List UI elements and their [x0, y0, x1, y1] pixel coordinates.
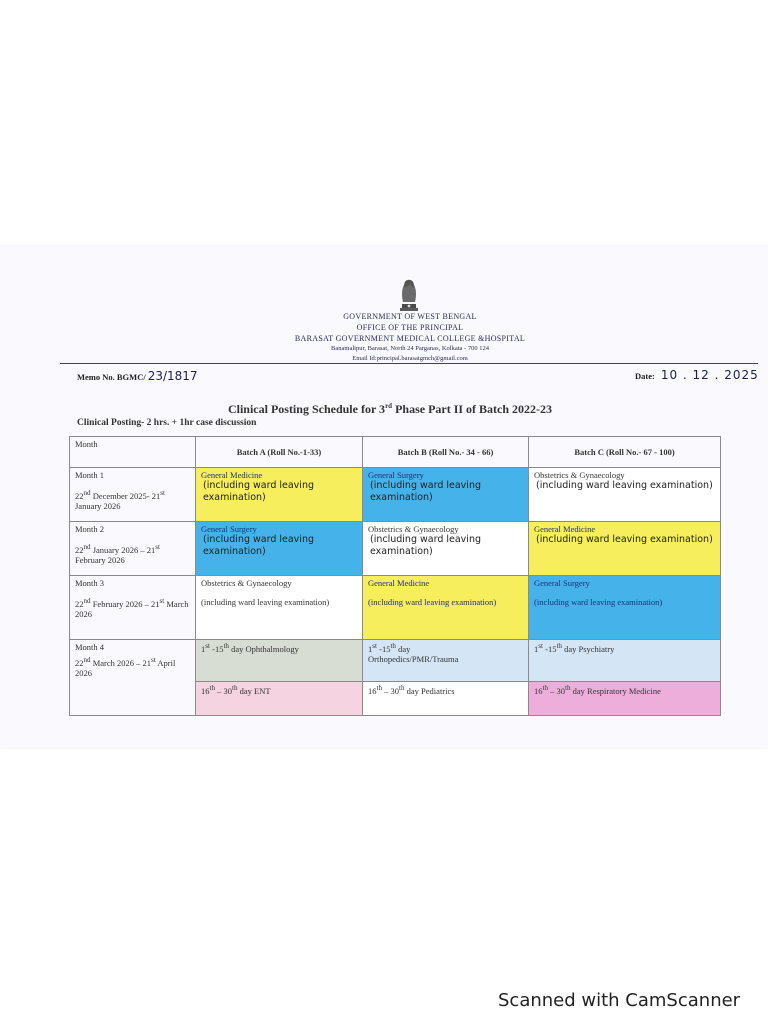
subject-label: 1st -15th day Psychiatry [534, 642, 615, 654]
table-row [70, 468, 721, 522]
note-text: (including ward leaving examination) [534, 597, 663, 607]
memo-label: Memo No. BGMC/ [77, 372, 146, 382]
posting-cell [196, 640, 363, 682]
subject-label: Obstetrics & Gynaecology [201, 578, 292, 588]
header-office: OFFICE OF THE PRINCIPAL [356, 323, 464, 332]
note-text: (including ward leaving examination) [368, 597, 497, 607]
title-text: Clinical Posting Schedule for 3 [227, 402, 386, 416]
note-text: (including ward leaving examination) [201, 597, 330, 607]
handwritten-note: (including ward leaving examination) [203, 480, 314, 503]
table-row [70, 576, 721, 640]
header-government: GOVERNMENT OF WEST BENGAL [343, 312, 477, 321]
header-address: Banamalipur, Barasat, North 24 Parganas, Kolkata - 700 124 [331, 345, 489, 352]
subject-label: General Medicine [368, 578, 430, 588]
handwritten-note: (including ward leaving examination) [370, 480, 481, 503]
column-header-month: Month [70, 437, 196, 468]
posting-cell [529, 522, 721, 576]
subject-label: General Surgery [534, 578, 590, 588]
subject-label: 1st -15th day [368, 642, 411, 654]
subject-label: 16th – 30th day Pediatrics [368, 684, 455, 696]
posting-cell [363, 522, 529, 576]
date-label: Date: [635, 371, 655, 381]
month-label: Month 2 [75, 524, 105, 534]
memo-handwritten-number: 23/1817 [147, 369, 198, 383]
date-handwritten-value: 10 . 12 . 2025 [660, 368, 759, 382]
month-range: 22nd March 2026 – 21st April 2026 [75, 656, 176, 678]
month-label: Month 1 [75, 470, 105, 480]
posting-cell [363, 468, 529, 522]
subject-label: 16th – 30th day Respiratory Medicine [534, 684, 661, 696]
posting-cell [196, 522, 363, 576]
scanner-watermark: Scanned with CamScanner [498, 990, 741, 1011]
table-row [70, 640, 721, 682]
handwritten-note: (including ward leaving examination) [370, 534, 481, 557]
posting-cell [529, 576, 721, 640]
month-cell [70, 640, 196, 716]
posting-cell [196, 682, 363, 716]
state-emblem-icon [392, 274, 426, 312]
posting-cell [196, 576, 363, 640]
subject-label: General Surgery [368, 470, 424, 480]
subject-label: 16th – 30th day ENT [201, 684, 271, 696]
column-header-batch-b: Batch B (Roll No.- 34 - 66) [363, 437, 529, 468]
title-sup: rd [385, 402, 393, 410]
month-label: Month 4 [75, 642, 105, 652]
subject-label: General Medicine [534, 524, 596, 534]
posting-cell [363, 640, 529, 682]
month-cell [70, 522, 196, 576]
column-header-batch-a: Batch A (Roll No.-1-33) [196, 437, 363, 468]
schedule-table [69, 436, 721, 716]
header-email: Email Id:principal.barasatgmch@gmail.com [352, 355, 468, 362]
header-divider [60, 363, 758, 364]
subject-label: 1st -15th day Ophthalmology [201, 642, 299, 654]
subject-label: General Medicine [201, 470, 263, 480]
table-row [70, 522, 721, 576]
handwritten-note: (including ward leaving examination) [536, 480, 713, 491]
schedule-subtitle: Clinical Posting- 2 hrs. + 1hr case discussion [77, 418, 257, 428]
subject-label: Obstetrics & Gynaecology [368, 524, 459, 534]
month-cell [70, 576, 196, 640]
memo-date [635, 368, 759, 382]
month-range: 22nd January 2026 – 21st February 2026 [75, 543, 160, 565]
month-label: Month 3 [75, 578, 105, 588]
posting-cell [196, 468, 363, 522]
title-text-end: Phase Part II of Batch 2022-23 [392, 402, 553, 416]
subject-label-line2: Orthopedics/PMR/Trauma [368, 653, 459, 664]
handwritten-note: (including ward leaving examination) [536, 534, 713, 545]
header-college: BARASAT GOVERNMENT MEDICAL COLLEGE &HOSPITAL [294, 334, 526, 343]
posting-cell [529, 468, 721, 522]
posting-cell [529, 682, 721, 716]
subject-label: General Surgery [201, 524, 257, 534]
month-range: 22nd February 2026 – 21st March 2026 [75, 597, 189, 619]
posting-cell [363, 682, 529, 716]
schedule-title [130, 402, 650, 417]
posting-cell [529, 640, 721, 682]
column-header-batch-c: Batch C (Roll No.- 67 - 100) [529, 437, 721, 468]
posting-cell [363, 576, 529, 640]
table-header-row [70, 437, 721, 468]
month-cell [70, 468, 196, 522]
subject-label: Obstetrics & Gynaecology [534, 470, 625, 480]
memo-number [77, 369, 198, 383]
month-range: 22nd December 2025- 21st January 2026 [75, 489, 165, 511]
handwritten-note: (including ward leaving examination) [203, 534, 314, 557]
